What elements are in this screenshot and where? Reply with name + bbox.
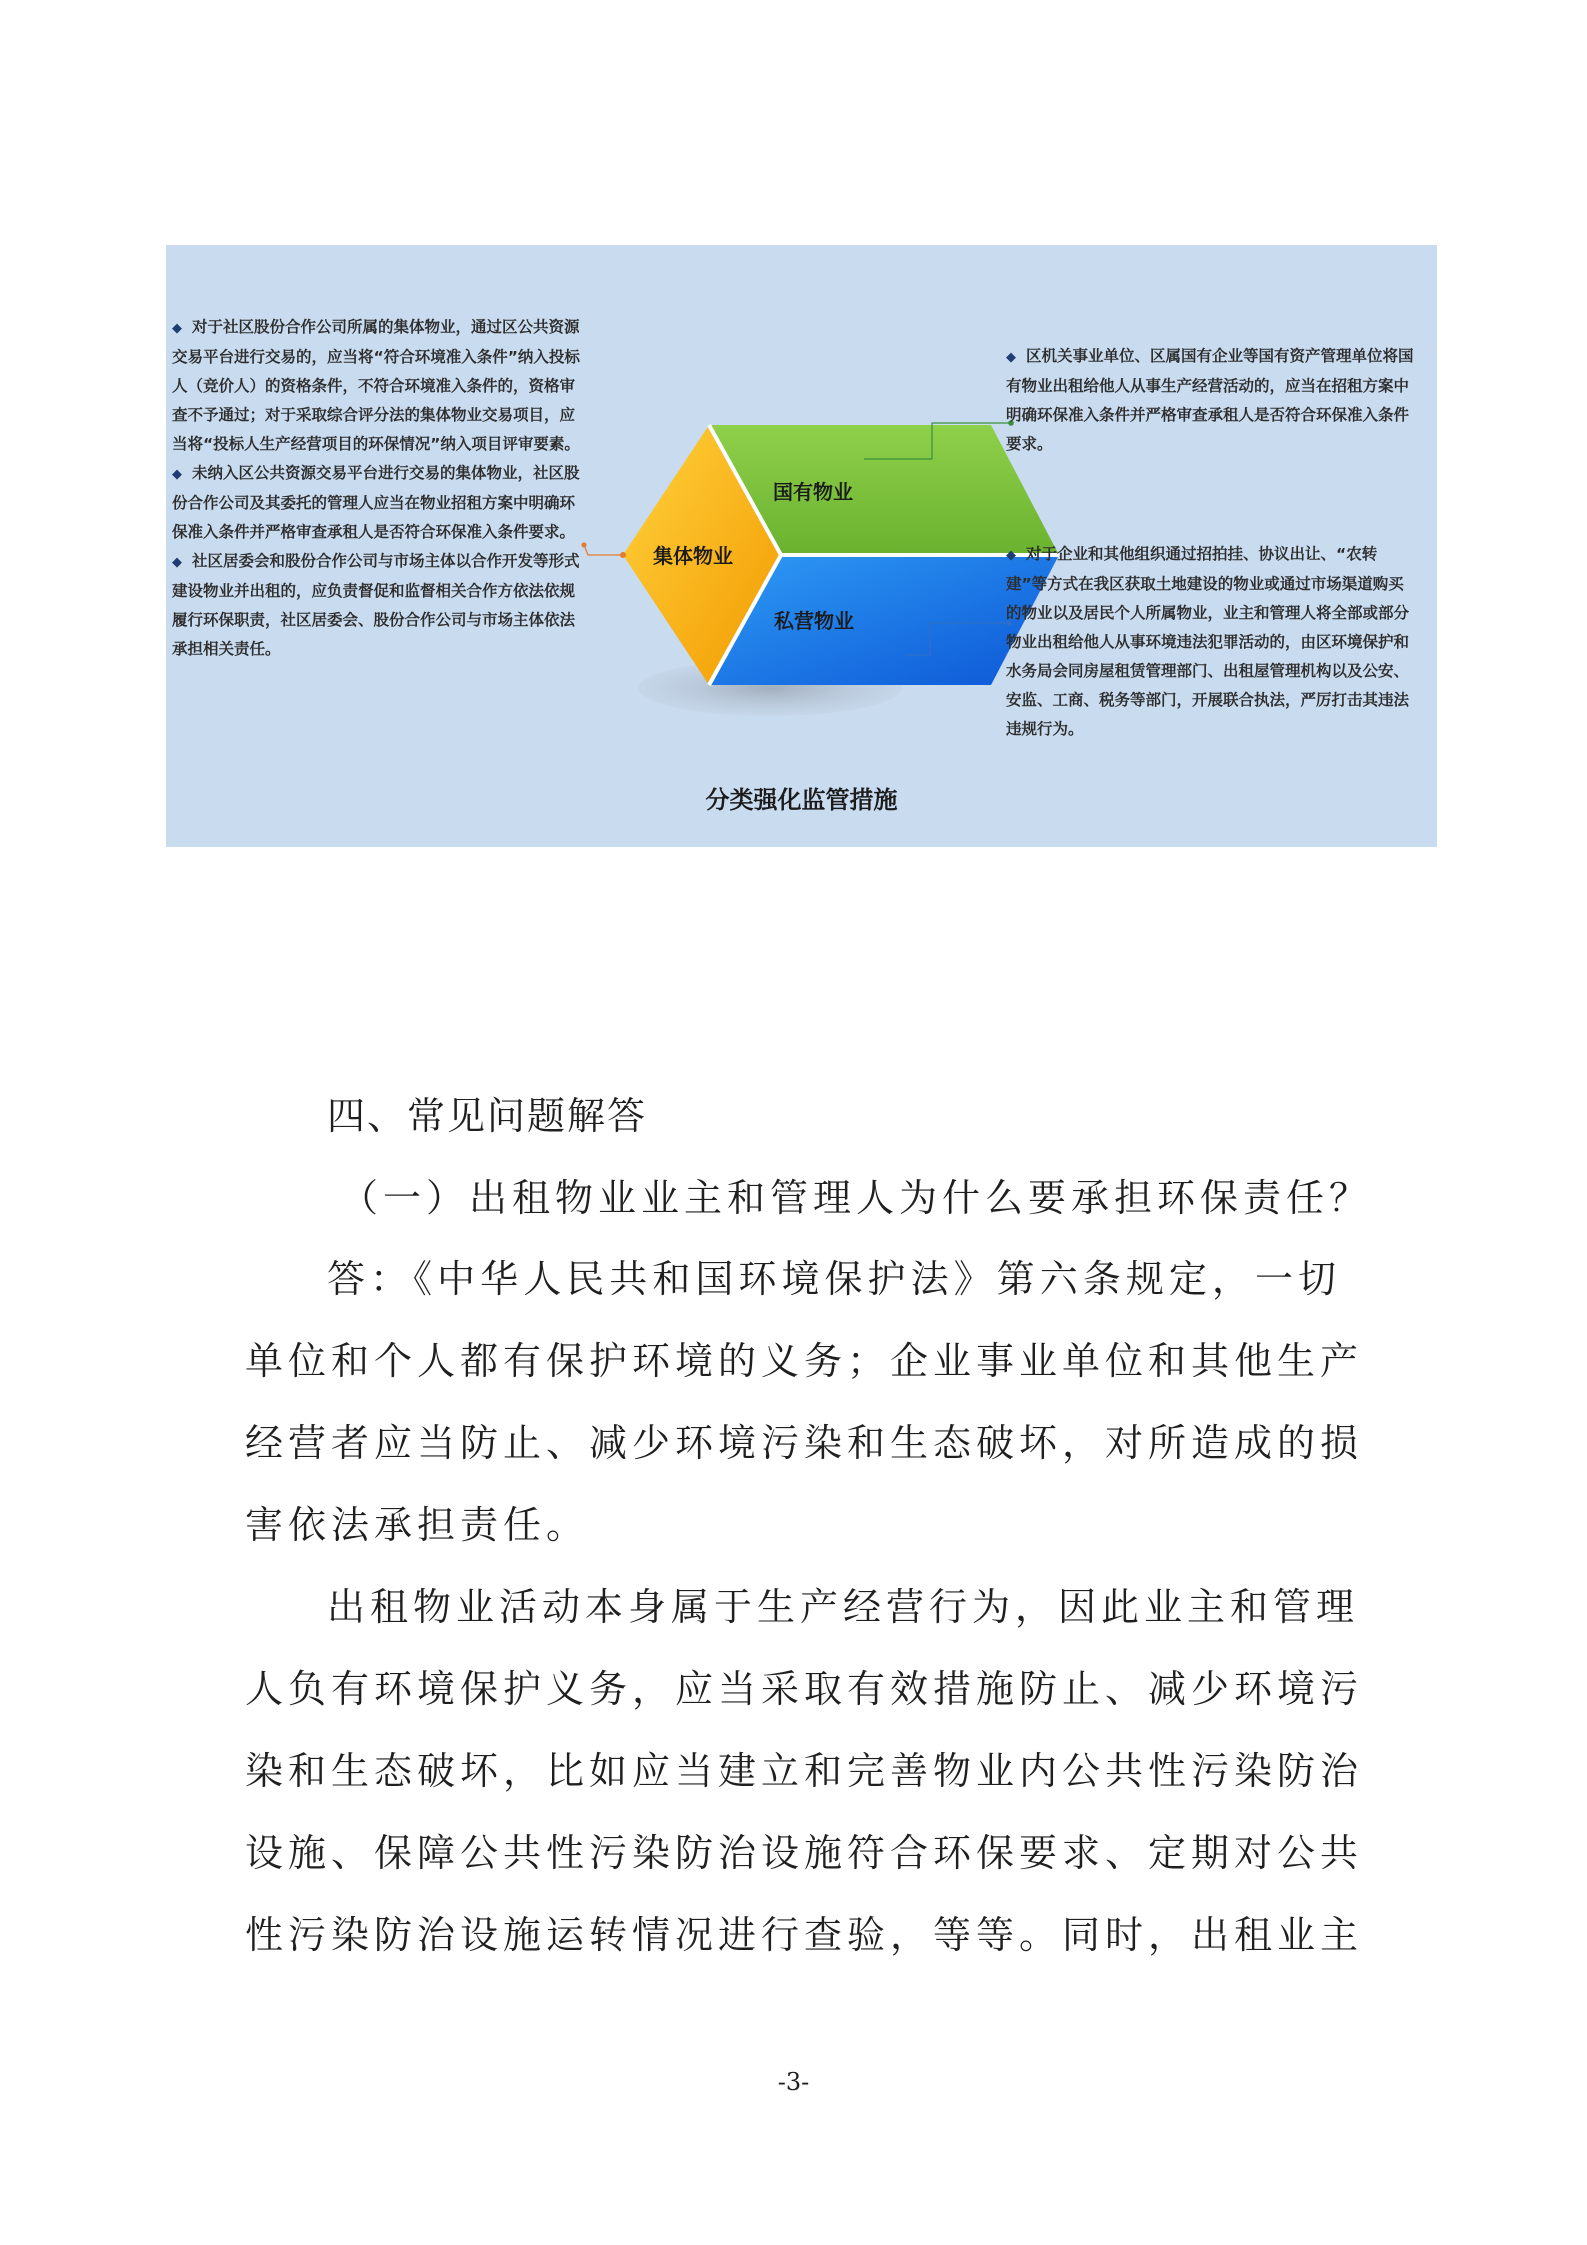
infographic-caption: 分类强化监管措施 bbox=[705, 786, 898, 814]
question-heading: （一）出租物业业主和管理人为什么要承担环保责任？ bbox=[340, 1176, 1373, 1220]
collective-measures-text bbox=[172, 313, 582, 664]
bullet-item: ◆ 未纳入区公共资源交易平台进行交易的集体物业，社区股份合作公司及其委托的管理人应当在物业招租方案中明确环保准入条件并严格审查承租人是否符合环保准入条件要求。 bbox=[172, 464, 580, 541]
diamond-bullet-icon: ◆ bbox=[1006, 350, 1016, 365]
diamond-bullet-icon: ◆ bbox=[1006, 548, 1016, 563]
connector-left bbox=[581, 542, 626, 558]
answer-line: 经营者应当防止、减少环境污染和生态破坏，对所造成的损 bbox=[245, 1421, 1364, 1465]
answer-line: 单位和个人都有保护环境的义务；企业事业单位和其他生产 bbox=[245, 1339, 1364, 1383]
paragraph-line: 性污染防治设施运转情况进行查验，等等。同时，出租业主 bbox=[245, 1913, 1364, 1957]
bullet-item: ◆ 区机关事业单位、区属国有企业等国有资产管理单位将国有物业出租给他人从事生产经营活动的，应当在招租方案中明确环保准入条件并严格审查承租人是否符合环保准入条件要求。 bbox=[1006, 347, 1414, 453]
answer-line: 害依法承担责任。 bbox=[245, 1503, 590, 1547]
private-property-label: 私营物业 bbox=[774, 609, 854, 633]
state-measures-text bbox=[1006, 342, 1416, 459]
state-property-label: 国有物业 bbox=[773, 480, 853, 504]
page-number: -3- bbox=[777, 2068, 810, 2096]
section-title: 四、常见问题解答 bbox=[327, 1094, 648, 1138]
paragraph-line: 染和生态破坏，比如应当建立和完善物业内公共性污染防治 bbox=[245, 1749, 1364, 1793]
paragraph-line: 设施、保障公共性污染防治设施符合环保要求、定期对公共 bbox=[245, 1831, 1364, 1875]
diamond-bullet-icon: ◆ bbox=[172, 321, 182, 336]
paragraph-line: 人负有环境保护义务，应当采取有效措施防止、减少环境污 bbox=[245, 1667, 1364, 1711]
collective-property-label: 集体物业 bbox=[653, 544, 733, 568]
bullet-item: ◆ 对于社区股份合作公司所属的集体物业，通过区公共资源交易平台进行交易的，应当将“符合环境准入条件”纳入投标人（竞价人）的资格条件，不符合环境准入条件的，资格审查不予通过；对于采取综合评分法的集体物业交易项目，应当将“投标人生产经营项目的环保情况”纳入项目评审要素。 bbox=[172, 318, 580, 453]
paragraph-line: 出租物业活动本身属于生产经营行为，因此业主和管理 bbox=[327, 1585, 1360, 1629]
bullet-item: ◆ 对于企业和其他组织通过招拍挂、协议出让、“农转建”等方式在我区获取土地建设的物业或通过市场渠道购买的物业以及居民个人所属物业，业主和管理人将全部或部分物业出租给他人从事环境违法犯罪活动的，由区环境保护和水务局会同房屋租赁管理部门、出租屋管理机构以及公安、安监、工商、税务等部门，开展联合执法，严厉打击其违法违规行为。 bbox=[1006, 545, 1410, 738]
answer-line: 答：《中华人民共和国环境保护法》第六条规定，一切 bbox=[327, 1257, 1341, 1301]
infographic-panel bbox=[166, 245, 1437, 847]
bullet-item: ◆ 社区居委会和股份合作公司与市场主体以合作开发等形式建设物业并出租的，应负责督促和监督相关合作方依法依规履行环保职责，社区居委会、股份合作公司与市场主体依法承担相关责任。 bbox=[172, 552, 580, 658]
diamond-bullet-icon: ◆ bbox=[172, 555, 182, 570]
diamond-bullet-icon: ◆ bbox=[172, 467, 182, 482]
private-measures-text bbox=[1006, 540, 1416, 744]
